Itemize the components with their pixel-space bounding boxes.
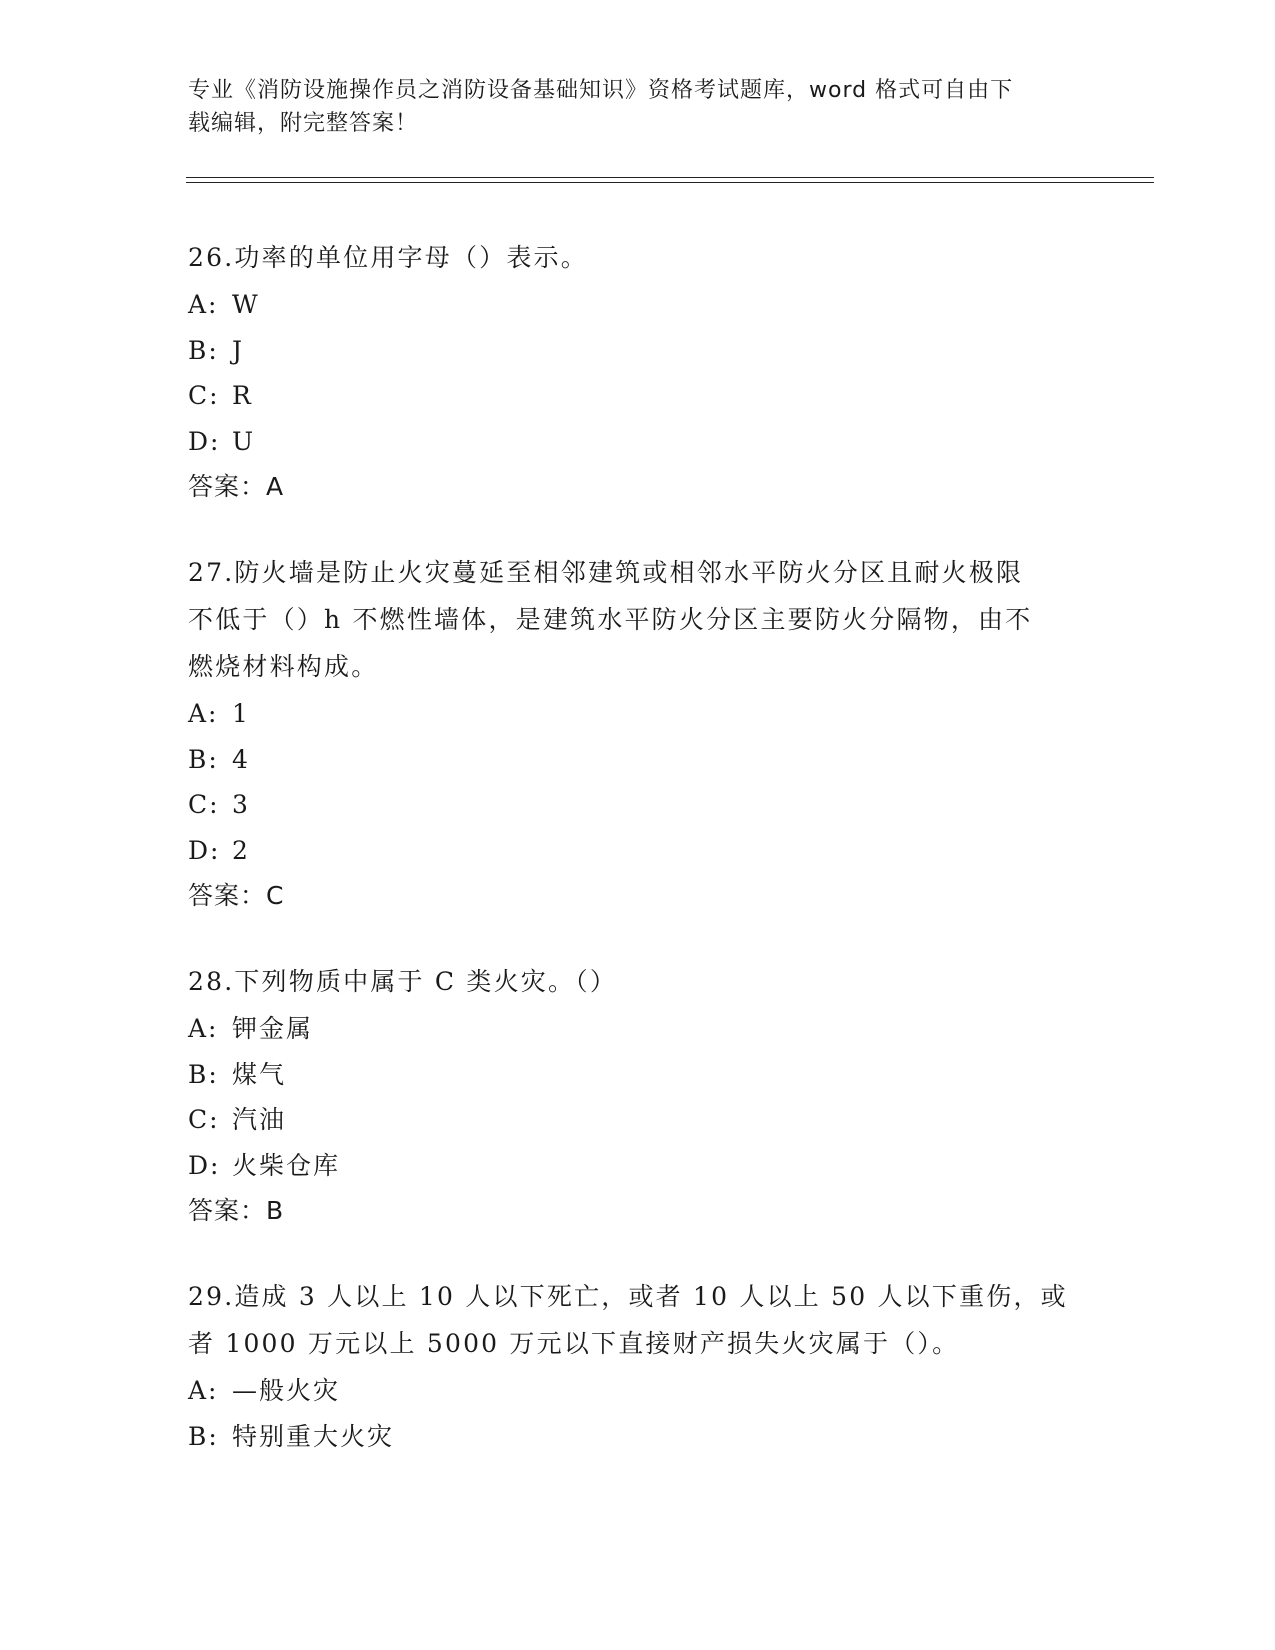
option-text: W — [232, 290, 260, 319]
question-27 — [188, 550, 1088, 919]
header-line-1: 专业《消防设施操作员之消防设备基础知识》资格考试题库，word 格式可自由下 — [188, 78, 1014, 103]
document-header — [188, 74, 1088, 140]
option-letter: B: — [188, 1421, 219, 1451]
question-stem-line-2: 者 1000 万元以上 5000 万元以下直接财产损失火灾属于（）。 — [188, 1329, 960, 1358]
question-stem-line-1: 29.造成 3 人以上 10 人以下死亡，或者 10 人以上 50 人以下重伤，或 — [188, 1282, 1068, 1311]
question-stem-line-1: 27.防火墙是防止火灾蔓延至相邻建筑或相邻水平防火分区且耐火极限 — [188, 558, 1024, 587]
option-text: 3 — [232, 790, 250, 819]
option-a — [188, 282, 1088, 328]
option-letter: B: — [188, 1059, 219, 1089]
question-29 — [188, 1274, 1088, 1459]
option-text: 煤气 — [232, 1059, 287, 1089]
question-26 — [188, 235, 1088, 510]
option-b — [188, 1414, 1088, 1460]
option-b — [188, 328, 1088, 374]
option-d — [188, 419, 1088, 465]
option-b — [188, 737, 1088, 783]
option-text: 1 — [232, 699, 250, 728]
option-letter: A: — [188, 1014, 219, 1043]
option-letter: B: — [188, 335, 219, 365]
option-text: 2 — [232, 835, 250, 865]
option-letter: C: — [188, 381, 220, 410]
option-letter: A: — [188, 699, 219, 728]
option-c — [188, 782, 1088, 828]
option-a — [188, 1368, 1088, 1414]
option-text: 4 — [232, 744, 250, 774]
option-c — [188, 1097, 1088, 1143]
question-list — [188, 235, 1088, 1499]
option-text: J — [232, 335, 245, 365]
option-d — [188, 1143, 1088, 1189]
option-a — [188, 1006, 1088, 1052]
option-letter: A: — [188, 290, 219, 319]
question-stem-line-3: 燃烧材料构成。 — [188, 652, 379, 681]
option-letter: D: — [188, 1150, 221, 1180]
header-line-2: 载编辑，附完整答案！ — [188, 111, 419, 136]
question-stem-line-2: 不低于（）h 不燃性墙体，是建筑水平防火分区主要防火分隔物，由不 — [188, 605, 1033, 634]
option-text: 汽油 — [232, 1105, 287, 1134]
option-letter: D: — [188, 426, 221, 456]
option-a — [188, 691, 1088, 737]
option-text: 钾金属 — [232, 1014, 314, 1043]
answer-label: 答案：A — [188, 472, 285, 501]
header-divider-bottom — [186, 182, 1154, 183]
option-b — [188, 1052, 1088, 1098]
option-d — [188, 828, 1088, 874]
header-divider-top — [186, 177, 1154, 178]
option-text: 火柴仓库 — [232, 1150, 341, 1180]
option-text: R — [232, 381, 253, 410]
option-text: 特别重大火灾 — [232, 1421, 395, 1451]
answer-label: 答案：C — [188, 881, 285, 910]
option-letter: C: — [188, 1105, 220, 1134]
option-letter: D: — [188, 835, 221, 865]
option-letter: A: — [188, 1376, 219, 1405]
option-letter: C: — [188, 790, 220, 819]
answer-label: 答案：B — [188, 1196, 285, 1225]
question-stem: 26.功率的单位用字母（）表示。 — [188, 243, 588, 272]
question-stem: 28.下列物质中属于 C 类火灾。（） — [188, 967, 618, 996]
option-letter: B: — [188, 744, 219, 774]
option-text: U — [232, 426, 256, 456]
option-c — [188, 373, 1088, 419]
option-text: —般火灾 — [232, 1376, 341, 1405]
question-28 — [188, 959, 1088, 1234]
